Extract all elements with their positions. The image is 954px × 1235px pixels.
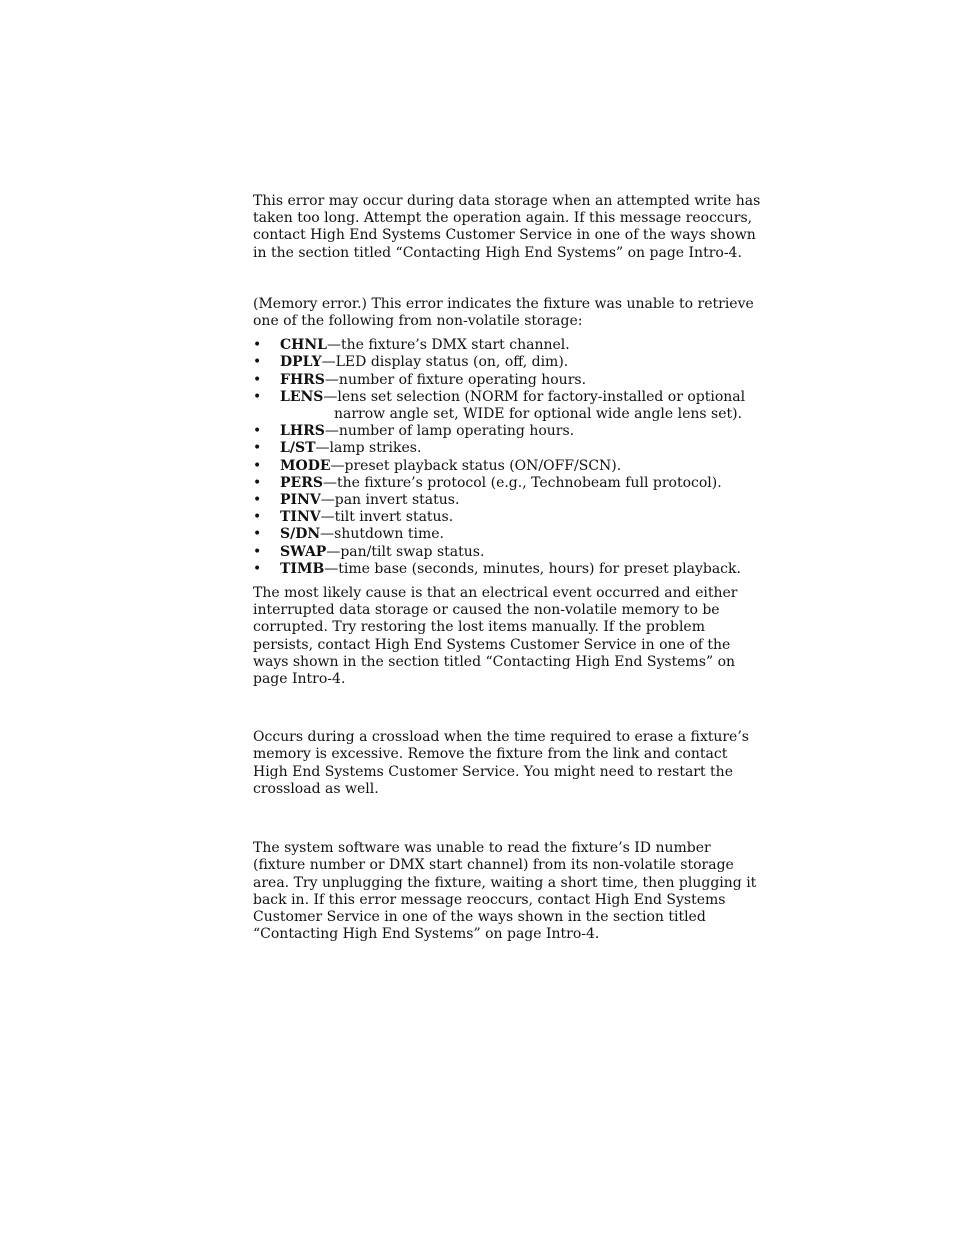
- list-item: [253, 440, 765, 457]
- bullet-icon: •: [253, 457, 262, 474]
- item-description: —number of lamp operating hours.: [324, 423, 575, 440]
- id-read-paragraph: The system software was unable to read the fixture’s ID number (fixture number or DMX start channel) from its non-volatile storage area. Try unplugging the fixture, waiting a short time, then plugging it back in. If this error message reoccurs, contact High End Systems Customer Service in one of the ways shown in the section titled “Contacting High End Systems” on page Intro-4.: [253, 840, 757, 943]
- list-item: [253, 423, 765, 440]
- list-item: [253, 337, 765, 354]
- bullet-icon: •: [253, 440, 262, 457]
- item-term: MODE: [280, 457, 331, 474]
- item-term: LHRS: [280, 423, 325, 440]
- list-item: [253, 492, 765, 509]
- item-description: —pan/tilt swap status.: [326, 543, 485, 560]
- list-item: [253, 526, 765, 543]
- item-term: SWAP: [280, 543, 327, 560]
- bullet-icon: •: [253, 337, 262, 354]
- list-item: [253, 389, 765, 423]
- item-term: TIMB: [280, 560, 325, 577]
- memory-item-list: [253, 337, 765, 578]
- document-body: [253, 193, 765, 943]
- item-term: DPLY: [280, 354, 322, 371]
- list-item: [253, 561, 765, 578]
- bullet-icon: •: [253, 543, 262, 560]
- list-item: [253, 458, 765, 475]
- item-term: L/ST: [280, 440, 316, 457]
- item-term: TINV: [280, 509, 321, 526]
- list-item: [253, 509, 765, 526]
- bullet-icon: •: [253, 354, 262, 371]
- write-timeout-paragraph: This error may occur during data storage when an attempted write has taken too long. Attempt the operation again. If this message reoccurs, contact High End Systems Customer Service in one of the ways shown in the section titled “Contacting High End Systems” on page Intro-4.: [253, 193, 761, 261]
- bullet-icon: •: [253, 509, 262, 526]
- memory-error-cause-paragraph: The most likely cause is that an electrical event occurred and either interrupted data storage or caused the non-volatile memory to be corrupted. Try restoring the lost items manually. If the problem persists, contact High End Systems Customer Service in one of the ways shown in the section titled “Contacting High End Systems” on page Intro-4.: [253, 585, 738, 688]
- item-description: —tilt invert status.: [320, 509, 454, 526]
- list-item: [253, 372, 765, 389]
- item-description: —shutdown time.: [320, 526, 444, 543]
- item-description: —pan invert status.: [320, 492, 460, 509]
- bullet-icon: •: [253, 474, 262, 491]
- bullet-icon: •: [253, 560, 262, 577]
- list-item: [253, 354, 765, 371]
- item-description: —lamp strikes.: [315, 440, 422, 457]
- bullet-icon: •: [253, 388, 262, 405]
- list-item: [253, 544, 765, 561]
- item-description: —the fixture’s DMX start channel.: [327, 337, 570, 354]
- list-item: [253, 475, 765, 492]
- item-description: —the fixture’s protocol (e.g., Technobeam full protocol).: [322, 474, 722, 491]
- crossload-paragraph: Occurs during a crossload when the time required to erase a fixture’s memory is excessive. Remove the fixture from the link and contact High End Systems Customer Service. You might need to restart the crossload as well.: [253, 729, 749, 797]
- item-term: CHNL: [280, 337, 328, 354]
- bullet-icon: •: [253, 492, 262, 509]
- item-term: FHRS: [280, 371, 325, 388]
- bullet-icon: •: [253, 526, 262, 543]
- item-description: —time base (seconds, minutes, hours) for preset playback.: [324, 560, 741, 577]
- item-description: —number of fixture operating hours.: [324, 371, 587, 388]
- item-term: S/DN: [280, 526, 321, 543]
- bullet-icon: •: [253, 371, 262, 388]
- memory-error-intro-paragraph: (Memory error.) This error indicates the fixture was unable to retrieve one of the following from non-volatile storage:: [253, 295, 754, 330]
- item-term: PERS: [280, 474, 323, 491]
- item-description: —preset playback status (ON/OFF/SCN).: [330, 457, 622, 474]
- item-description: —LED display status (on, off, dim).: [321, 354, 569, 371]
- item-term: LENS: [280, 388, 324, 405]
- item-description: —lens set selection (NORM for factory-installed or optional narrow angle set, WIDE for optional wide angle lens set).: [323, 388, 746, 423]
- item-term: PINV: [280, 492, 321, 509]
- bullet-icon: •: [253, 423, 262, 440]
